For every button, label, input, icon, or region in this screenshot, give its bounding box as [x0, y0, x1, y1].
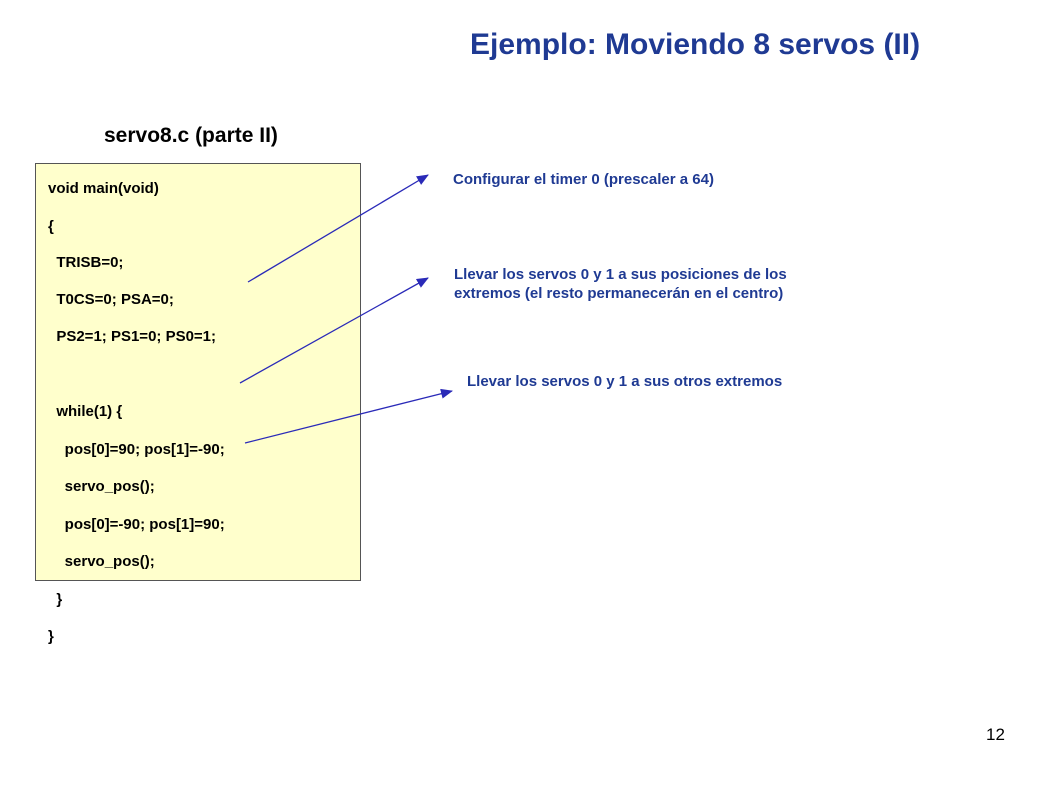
annotation-line: extremos (el resto permanecerán en el centro): [454, 285, 784, 302]
code-line: T0CS=0; PSA=0;: [48, 291, 174, 308]
annotation-line: Configurar el timer 0 (prescaler a 64): [453, 171, 714, 188]
arrow-timer-config: [248, 175, 428, 282]
code-line: void main(void): [48, 180, 159, 197]
page-number: 12: [986, 725, 1005, 744]
code-file-title: servo8.c (parte II): [104, 124, 278, 147]
code-line: pos[0]=-90; pos[1]=90;: [48, 516, 225, 533]
code-line: }: [48, 628, 54, 645]
slide-title: Ejemplo: Moviendo 8 servos (II): [470, 28, 921, 61]
code-line: TRISB=0;: [48, 254, 124, 271]
arrow-servo-extremes: [240, 278, 428, 383]
code-line: while(1) {: [48, 403, 123, 420]
code-line: servo_pos();: [48, 553, 155, 570]
annotation-line: Llevar los servos 0 y 1 a sus posiciones de los: [454, 266, 787, 283]
code-line: pos[0]=90; pos[1]=-90;: [48, 441, 225, 458]
annotation-line: Llevar los servos 0 y 1 a sus otros extremos: [467, 373, 783, 390]
code-line: {: [48, 218, 54, 235]
arrow-servo-other-extremes: [245, 391, 452, 443]
code-line: servo_pos();: [48, 478, 155, 495]
code-line: PS2=1; PS1=0; PS0=1;: [48, 328, 217, 345]
code-line: }: [48, 591, 63, 608]
